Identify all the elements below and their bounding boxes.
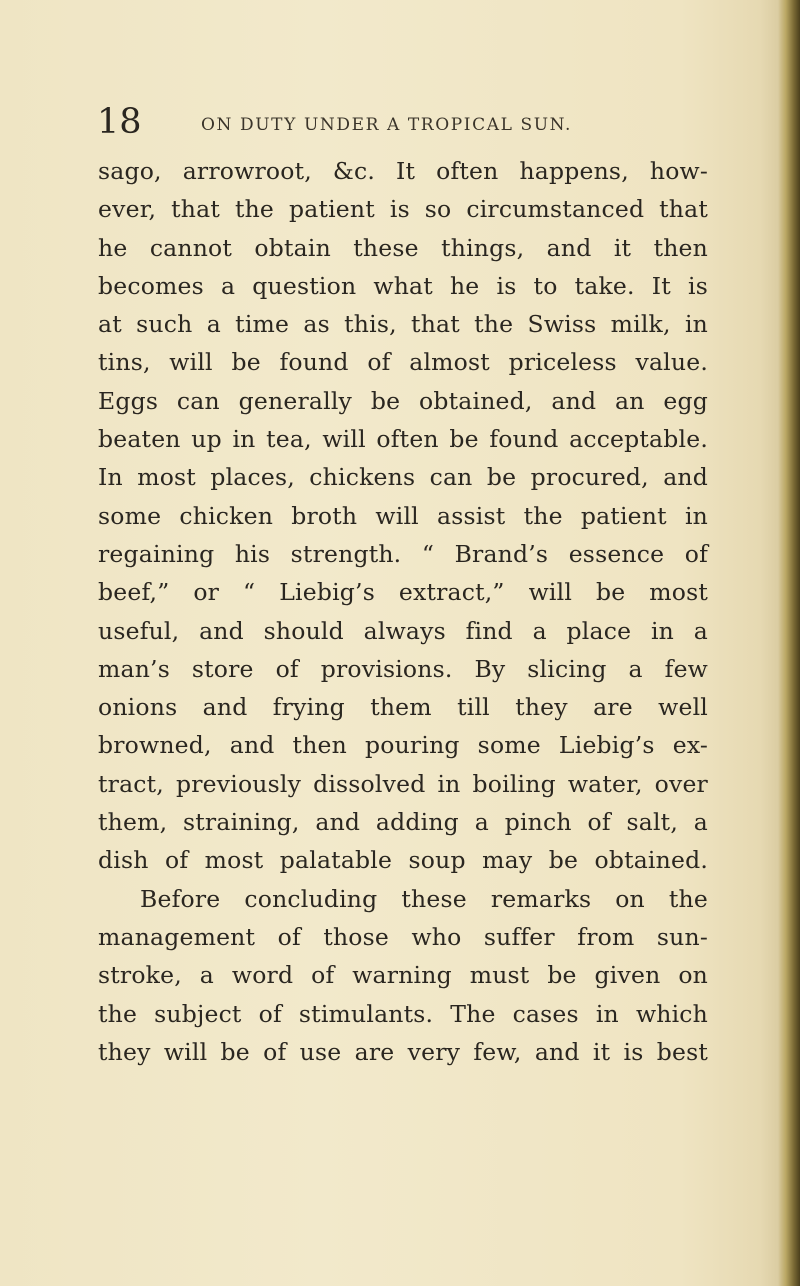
text-line: becomes a question what he is to take. It is [98, 271, 708, 300]
running-head [97, 100, 757, 144]
text-line: beaten up in tea, will often be found acceptable. [98, 425, 708, 454]
text-line: they will be of use are very few, and it is best [98, 1037, 708, 1066]
text-line: tract, previously dissolved in boiling water, over [98, 769, 708, 798]
text-line: tins, will be found of almost priceless value. [98, 348, 708, 377]
running-title: ON DUTY UNDER A TROPICAL SUN. [201, 115, 573, 135]
text-line: he cannot obtain these things, and it then [98, 233, 708, 262]
text-line: sago, arrowroot, &c. It often happens, how- [98, 157, 708, 185]
text-line: onions and frying them till they are well [98, 693, 708, 722]
text-line: them, straining, and adding a pinch of salt, a [98, 808, 708, 837]
text-line: Eggs can generally be obtained, and an egg [98, 386, 708, 415]
text-line: regaining his strength. “ Brand’s essence of [98, 539, 708, 568]
page-binding-edge [778, 0, 800, 1286]
text-line: useful, and should always find a place in a [98, 616, 708, 645]
text-line: the subject of stimulants. The cases in which [98, 999, 708, 1028]
text-line: at such a time as this, that the Swiss milk, in [98, 310, 708, 339]
text-line: stroke, a word of warning must be given on [98, 961, 708, 990]
text-line: man’s store of provisions. By slicing a few [98, 654, 708, 683]
paragraph-start-line: Before concluding these remarks on the [140, 884, 708, 913]
text-line: management of those who suffer from sun- [98, 922, 708, 951]
text-line: In most places, chickens can be procured, and [98, 463, 708, 492]
text-line: browned, and then pouring some Liebig’s ex- [98, 731, 708, 760]
text-line: some chicken broth will assist the patient in [98, 501, 708, 530]
page-number: 18 [97, 102, 142, 142]
paragraph-end-line: dish of most palatable soup may be obtained. [98, 846, 708, 875]
body-text [98, 152, 708, 1071]
text-line: beef,” or “ Liebig’s extract,” will be most [98, 578, 708, 607]
text-line: ever, that the patient is so circumstanced that [98, 195, 708, 224]
